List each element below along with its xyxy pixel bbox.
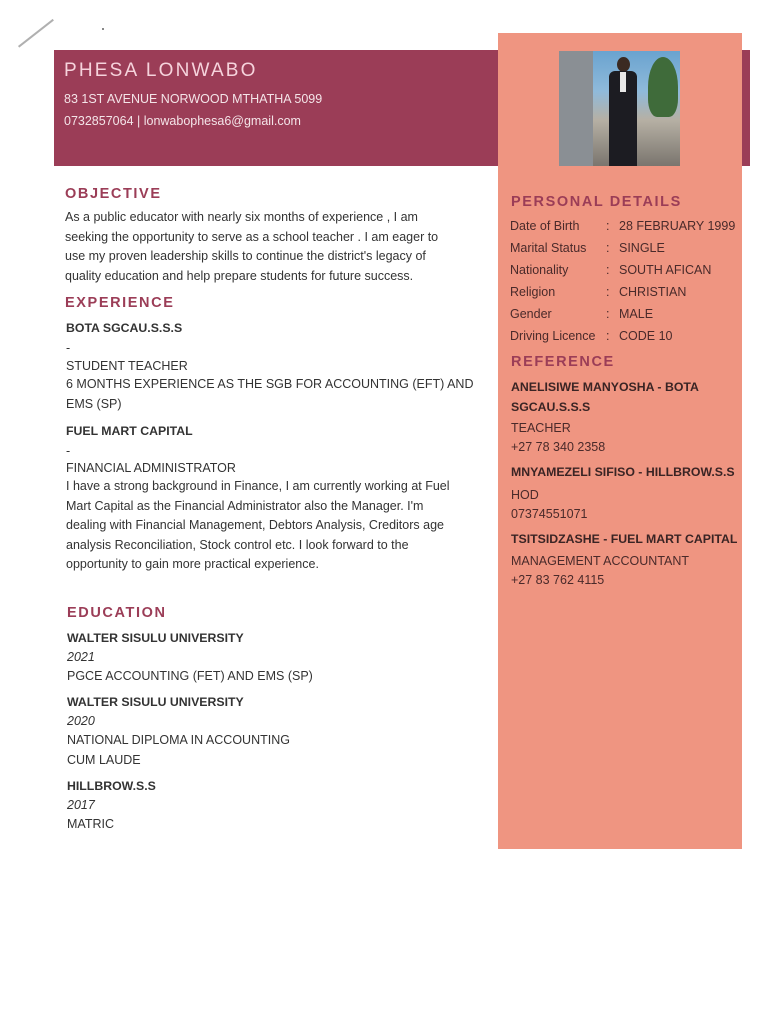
job-details — [66, 477, 450, 575]
candidate-name: PHESA LONWABO — [64, 60, 258, 81]
objective-line: seeking the opportunity to serve as a school teacher . I am eager to — [65, 229, 439, 244]
scan-dot — [102, 28, 104, 30]
education-year: 2017 — [67, 798, 95, 812]
detail-label: Nationality — [510, 263, 569, 277]
detail-value: SOUTH AFICAN — [619, 263, 712, 277]
profile-photo — [559, 51, 680, 166]
reference-phone: +27 83 762 4115 — [511, 573, 605, 587]
objective-line: quality education and help prepare students for future success. — [65, 268, 414, 283]
job-detail-line: dealing with Financial Management, Debtors Analysis, Creditors age — [66, 518, 444, 532]
reference-phone: 07374551071 — [511, 507, 588, 521]
detail-label: Religion — [510, 285, 556, 299]
education-year: 2020 — [67, 714, 95, 728]
reference-name: MNYAMEZELI SIFISO - HILLBROW.S.S — [511, 465, 735, 479]
job-role: STUDENT TEACHER — [66, 359, 188, 373]
reference-position: MANAGEMENT ACCOUNTANT — [511, 554, 690, 568]
school-name: WALTER SISULU UNIVERSITY — [67, 695, 244, 709]
detail-value: SINGLE — [619, 241, 665, 255]
job-detail-line: Mart Capital as the Financial Administrator also the Manager. I'm — [66, 498, 424, 513]
reference-title: REFERENCE — [511, 354, 615, 370]
personal-details-title: PERSONAL DETAILS — [511, 194, 682, 210]
detail-value: CODE 10 — [619, 329, 673, 343]
job-detail-line: EMS (SP) — [66, 396, 122, 411]
detail-label: Date of Birth — [510, 219, 580, 233]
objective-text — [65, 208, 438, 286]
reference-position: TEACHER — [511, 421, 571, 435]
detail-colon: : — [606, 263, 610, 277]
job-detail-line: 6 MONTHS EXPERIENCE AS THE SGB FOR ACCOUNTING (EFT) AND — [66, 377, 474, 391]
contact-info: 0732857064 | lonwabophesa6@gmail.com — [64, 114, 301, 128]
job-detail-line: analysis Reconciliation, Stock control etc. I look forward to the — [66, 537, 409, 552]
detail-colon: : — [606, 329, 610, 343]
detail-label: Driving Licence — [510, 329, 596, 343]
objective-line: As a public educator with nearly six months of experience , I am — [65, 210, 418, 224]
detail-colon: : — [606, 307, 610, 321]
job-details — [66, 375, 473, 414]
qualification: NATIONAL DIPLOMA IN ACCOUNTING — [67, 733, 290, 747]
address: 83 1ST AVENUE NORWOOD MTHATHA 5099 — [64, 92, 323, 106]
employer-name: FUEL MART CAPITAL — [66, 424, 193, 438]
experience-title: EXPERIENCE — [65, 295, 175, 311]
job-role: FINANCIAL ADMINISTRATOR — [66, 461, 236, 475]
header — [64, 60, 322, 136]
detail-value: 28 FEBRUARY 1999 — [619, 219, 736, 233]
objective-line: use my proven leadership skills to continue the district's legacy of — [65, 249, 426, 263]
detail-colon: : — [606, 285, 610, 299]
school-name: HILLBROW.S.S — [67, 779, 156, 793]
detail-value: CHRISTIAN — [619, 285, 687, 299]
job-detail-line: I have a strong background in Finance, I am currently working at Fuel — [66, 479, 450, 493]
reference-position: HOD — [511, 488, 539, 502]
qualification: CUM LAUDE — [67, 753, 141, 767]
detail-colon: : — [606, 241, 610, 255]
reference-name: ANELISIWE MANYOSHA - BOTA SGCAU.S.S.S — [511, 380, 699, 414]
scan-mark — [18, 19, 54, 48]
qualification: MATRIC — [67, 817, 114, 831]
objective-title: OBJECTIVE — [65, 186, 162, 202]
employer-dash: - — [66, 341, 71, 355]
education-title: EDUCATION — [67, 605, 167, 621]
employer-dash: - — [66, 444, 71, 458]
detail-colon: : — [606, 219, 610, 233]
qualification: PGCE ACCOUNTING (FET) AND EMS (SP) — [67, 669, 313, 683]
job-detail-line: opportunity to gain more practical experience. — [66, 557, 319, 571]
detail-label: Marital Status — [510, 241, 587, 255]
detail-label: Gender — [510, 307, 552, 321]
school-name: WALTER SISULU UNIVERSITY — [67, 631, 244, 645]
reference-name: TSITSIDZASHE - FUEL MART CAPITAL — [511, 532, 738, 546]
employer-name: BOTA SGCAU.S.S.S — [66, 321, 183, 335]
detail-value: MALE — [619, 307, 654, 321]
reference-phone: +27 78 340 2358 — [511, 440, 606, 454]
education-year: 2021 — [67, 650, 95, 664]
